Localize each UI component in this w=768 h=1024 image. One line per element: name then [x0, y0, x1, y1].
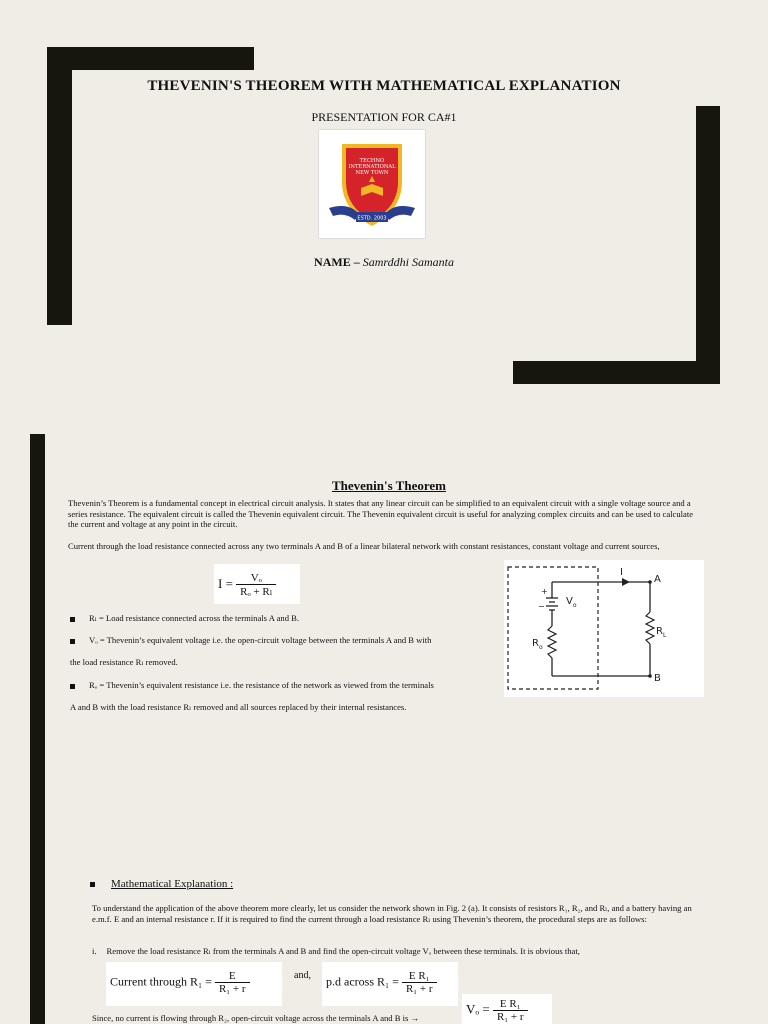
svg-text:NEW TOWN: NEW TOWN: [355, 170, 389, 176]
current-formula: [214, 564, 300, 604]
svg-text:ESTD. 2003: ESTD. 2003: [357, 215, 387, 222]
svg-text:Vo: $V_o$: [566, 596, 577, 609]
bullet-thevenin-voltage-cont: the load resistance Rₗ removed.: [70, 657, 178, 667]
frame-bottom-right-horizontal: [513, 361, 720, 384]
school-logo: [318, 129, 426, 239]
title-slide: [0, 0, 768, 416]
step-one: i. Remove the load resistance Rₗ from the terminals A and B and find the open-circuit voltage Vₒ between these terminals. It is obvious that,: [92, 946, 580, 956]
slide3-left-bar: [30, 866, 45, 1024]
open-circuit-line: Since, no current is flowing through R₂, open-circuit voltage across the terminals A and B is →: [92, 1013, 420, 1023]
formula-lhs: I =: [218, 575, 233, 591]
svg-text:B: B: [654, 673, 661, 684]
bullet-square-icon: [70, 639, 75, 644]
slide2-left-bar: [30, 434, 45, 866]
bullet-thevenin-voltage: Vₒ = Thevenin’s equivalent voltage i.e. the open-circuit voltage between the terminals A and B with: [70, 635, 431, 645]
thevenin-circuit-diagram: [504, 560, 704, 697]
svg-text:RL: $R_L$: [656, 626, 667, 639]
frame-bottom-right-vertical: [696, 106, 720, 384]
slide2-heading: Thevenin's Theorem: [331, 478, 446, 493]
bullet-thevenin-resistance: Rₒ = Thevenin’s equivalent resistance i.e. the resistance of the network as viewed from the terminals: [70, 680, 434, 690]
svg-text:−: −: [538, 602, 545, 611]
math-explanation-heading: Mathematical Explanation :: [90, 878, 233, 890]
bullet-load-resistance: Rₗ = Load resistance connected across the terminals A and B.: [70, 613, 299, 624]
frame-top-left-horizontal: [47, 47, 254, 70]
shield-logo-icon: [319, 130, 425, 238]
author-name: [60, 255, 708, 270]
formula-vo: Vₒ = $\frac{\text{E R₁}}{\text{R₁ + r}}$: [462, 994, 552, 1024]
name-value: Samrddhi Samanta: [362, 255, 454, 269]
svg-text:TECHNO: TECHNO: [359, 158, 385, 164]
svg-text:A: A: [654, 574, 661, 585]
presentation-subtitle: PRESENTATION FOR CA#1: [311, 110, 457, 124]
svg-text:INTERNATIONAL: INTERNATIONAL: [348, 164, 396, 170]
presentation-title: THEVENIN'S THEOREM WITH MATHEMATICAL EXPLANATION: [147, 78, 621, 94]
math-paragraph: To understand the application of the above theorem more clearly, let us consider the network shown in Fig. 2 (a). It consists of resistors R₁, R₂, and Rₗ, and a battery having an e.m.f. E and an internal resistance r. If it is required to find the current through a load resistance Rₗ using Thevenin’s theorem, the procedural steps are as follows:: [92, 903, 692, 924]
bullet-thevenin-resistance-cont: A and B with the load resistance Rₗ removed and all sources replaced by their internal resistances.: [70, 702, 407, 712]
formula-pd-r1: p.d across R₁ = $\frac{\text{E R₁}}{\text{R₁ + r}}$: [322, 962, 458, 1006]
formula-current-r1: Current through R₁ = $\frac{E}{\text{R₁ + r}}$: [106, 962, 282, 1006]
svg-text:I: I: [620, 567, 623, 578]
intro-paragraph: Thevenin’s Theorem is a fundamental concept in electrical circuit analysis. It states that any linear circuit can be simplified to an equivalent circuit with a single voltage source and a series resistance. The equivalent circuit is called the Thevenin equivalent circuit. The Thevenin equivalent circuit is useful for analyzing complex circuits and can be used to calculate the current and voltage at any point in the circuit.: [68, 498, 694, 530]
svg-text:Ro: $R_o$: [532, 638, 543, 651]
formula-numerator: Vₒ: [236, 572, 276, 585]
bullet-square-icon: [70, 684, 75, 689]
bullet-square-icon: [70, 617, 75, 622]
formula-denominator: Rₒ + Rₗ: [240, 586, 273, 598]
svg-text:+: +: [541, 587, 548, 596]
bullet-square-icon: [90, 882, 95, 887]
and-text: and,: [294, 970, 311, 981]
name-label: NAME –: [314, 255, 360, 269]
current-text: Current through the load resistance connected across any two terminals A and B of a linear bilateral network with constant resistances, constant voltage and current sources,: [68, 541, 660, 551]
